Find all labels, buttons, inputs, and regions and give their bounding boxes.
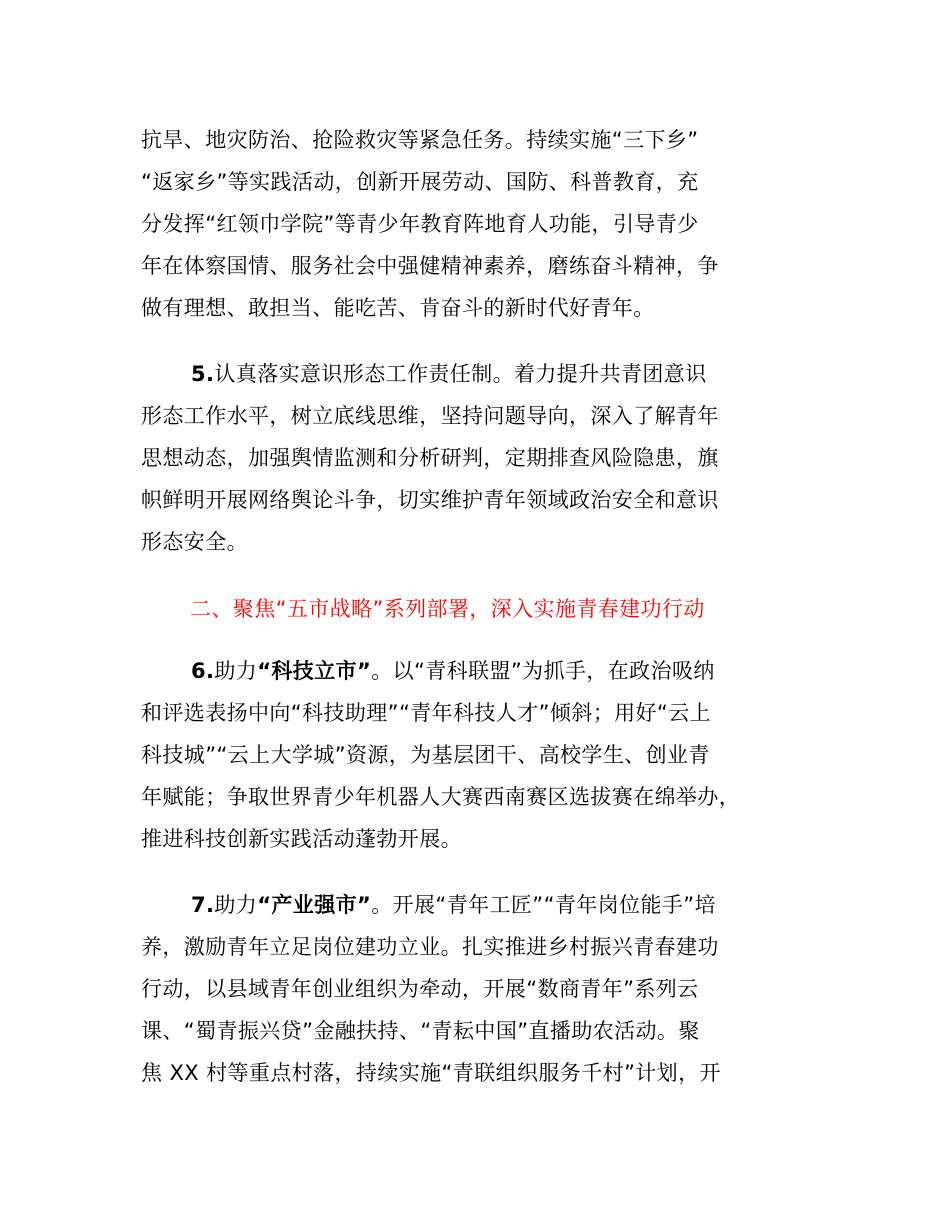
text-line-first	[141, 884, 821, 926]
item-bold-phrase: “产业强市”	[257, 893, 372, 917]
text-line: 科技城”“云上大学城”资源，为基层团干、高校学生、创业青	[141, 743, 710, 767]
text-line-first	[141, 650, 821, 692]
text-line: 思想动态，加强舆情监测和分析研判，定期排查风险隐患，旗	[141, 446, 719, 470]
item-lead: 助力	[214, 659, 258, 683]
text-line: 分发挥“红领巾学院”等青少年教育阵地育人功能，引导青少	[141, 212, 699, 236]
item-bold-phrase: “科技立市”	[257, 659, 372, 683]
text-line: 养，激励青年立足岗位建功立业。扎实推进乡村振兴青春建功	[141, 935, 719, 959]
text-line: 抗旱、地灾防治、抢险救灾等紧急任务。持续实施“三下乡”	[141, 128, 699, 152]
text-line: 课、“蜀青振兴贷”金融扶持、“青耘中国”直播助农活动。聚	[141, 1019, 700, 1043]
text-line: 行动，以县域青年创业组织为牵动，开展“数商青年”系列云	[141, 977, 699, 1001]
text-line: 和评选表扬中向“科技助理”“青年科技人才”倾斜；用好“云上	[141, 701, 711, 725]
text-line: 形态安全。	[141, 530, 248, 554]
text-line: 形态工作水平，树立底线思维，坚持问题导向，深入了解青年	[141, 404, 719, 428]
paragraph-item-6	[141, 650, 821, 860]
item-text: 认真落实意识形态工作责任制。着力提升共青团意识	[214, 362, 707, 386]
item-number: 5.	[191, 362, 215, 386]
text-line: 推进科技创新实践活动蓬勃开展。	[141, 827, 462, 851]
text-line: 做有理想、敢担当、能吃苦、肯奋斗的新时代好青年。	[141, 296, 655, 320]
item-number: 6.	[191, 659, 215, 683]
text-line: 焦 XX 村等重点村落，持续实施“青联组织服务千村”计划，开	[141, 1061, 721, 1085]
section-heading: 二、聚焦“五市战略”系列部署，深入实施青春建功行动	[190, 597, 705, 621]
paragraph-item-7	[141, 884, 821, 1094]
item-lead: 助力	[214, 893, 258, 917]
item-lead-rest: 。开展“青年工匠”“青年岗位能手”培	[371, 893, 716, 917]
paragraph-continuation	[141, 119, 821, 329]
paragraph-item-5	[141, 353, 821, 563]
text-line: 年在体察国情、服务社会中强健精神素养，磨练奋斗精神，争	[141, 254, 719, 278]
text-line: “返家乡”等实践活动，创新开展劳动、国防、科普教育，充	[141, 170, 699, 194]
text-line: 年赋能；争取世界青少年机器人大赛西南赛区选拔赛在绵举办，	[141, 785, 741, 809]
item-lead-rest: 。以“青科联盟”为抓手，在政治吸纳	[371, 659, 715, 683]
item-number: 7.	[191, 893, 215, 917]
text-line: 帜鲜明开展网络舆论斗争，切实维护青年领域政治安全和意识	[141, 488, 719, 512]
text-line-first	[141, 353, 821, 395]
